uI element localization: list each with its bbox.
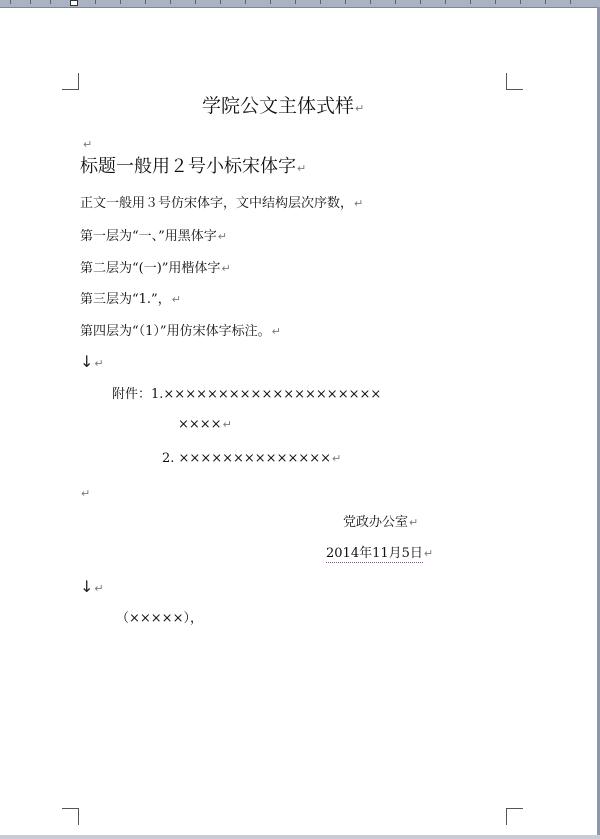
ruler-tick: [145, 0, 146, 4]
signature-text: 党政办公室: [343, 515, 409, 530]
paragraph-mark-icon: ↵: [355, 102, 365, 115]
ruler-tick: [30, 0, 31, 4]
empty-paragraph[interactable]: [82, 135, 92, 151]
heading-text: 标题一般用２号小标宋体字: [80, 156, 296, 177]
ruler-tick: [495, 0, 496, 4]
ruler-tick: [220, 0, 221, 4]
ruler-tick: [470, 0, 471, 4]
crop-mark-bottom-left: [62, 808, 79, 825]
attachment-item-1-continued[interactable]: [178, 418, 232, 431]
crop-mark-bottom-right: [506, 808, 523, 825]
attachment-1-continued-text: ××××: [178, 417, 222, 432]
paragraph-mark-icon: ↵: [271, 325, 281, 338]
body-paragraph-text: 第二层为“(一)”用楷体字: [80, 261, 221, 276]
paragraph-mark-icon: ↵: [217, 230, 228, 243]
ruler-tick: [50, 0, 51, 4]
paragraph-mark-icon: ↵: [171, 293, 181, 306]
signature-line[interactable]: [343, 516, 418, 529]
attachment-2-text: 2. ××××××××××××××: [162, 451, 332, 466]
ruler-tick: [270, 0, 271, 4]
paragraph-mark-icon: ↵: [81, 487, 91, 500]
document-heading[interactable]: [80, 158, 306, 176]
indent-marker[interactable]: [70, 0, 78, 6]
body-paragraph[interactable]: [80, 262, 231, 275]
body-paragraph-text: 第一层为“一、”用黑体字: [80, 229, 217, 244]
ruler-tick: [10, 0, 11, 4]
line-break-icon: ↓: [80, 577, 94, 596]
ruler-tick: [345, 0, 346, 4]
ruler-tick: [370, 0, 371, 4]
ruler-tick: [545, 0, 546, 4]
line-break-icon: ↓: [80, 352, 94, 371]
ruler-tick: [320, 0, 321, 4]
paragraph-mark-icon: ↵: [221, 262, 231, 275]
document-title-text: 学院公文主体式样: [202, 95, 355, 117]
crop-mark-top-left: [62, 73, 79, 90]
ruler-tick: [195, 0, 196, 4]
footer-note-text: （×××××），: [116, 611, 203, 626]
footer-note[interactable]: [116, 612, 203, 625]
horizontal-ruler[interactable]: [0, 0, 600, 8]
paragraph-mark-icon: ↵: [94, 582, 104, 595]
date-line[interactable]: [326, 547, 433, 560]
manual-line-break[interactable]: [80, 579, 104, 595]
body-paragraph[interactable]: [80, 197, 363, 210]
ruler-tick: [95, 0, 96, 4]
attachment-item-2[interactable]: [162, 452, 341, 465]
attachment-label: 附件：: [112, 387, 152, 402]
paragraph-mark-icon: ↵: [332, 452, 342, 465]
paragraph-mark-icon: ↵: [423, 547, 434, 560]
attachment-1-text: 1.××××××××××××××××××××: [151, 387, 382, 402]
ruler-tick: [445, 0, 446, 4]
crop-mark-top-right: [506, 73, 523, 90]
body-paragraph-text: 第三层为“1.”，: [80, 292, 171, 307]
body-paragraph-text: 第四层为“（1）”用仿宋体字标注。: [80, 324, 271, 339]
body-paragraph[interactable]: [80, 325, 281, 338]
paragraph-mark-icon: ↵: [94, 357, 104, 370]
body-paragraph[interactable]: [80, 230, 227, 243]
ruler-tick: [170, 0, 171, 4]
ruler-tick: [395, 0, 396, 4]
ruler-tick: [520, 0, 521, 4]
attachment-item-1[interactable]: [112, 388, 381, 401]
paragraph-mark-icon: ↵: [222, 418, 232, 431]
manual-line-break[interactable]: [80, 354, 104, 370]
paragraph-mark-icon: ↵: [354, 197, 364, 210]
ruler-tick: [420, 0, 421, 4]
paragraph-mark-icon: ↵: [297, 162, 307, 175]
body-paragraph-text: 正文一般用３号仿宋体字，文中结构层次序数，: [80, 196, 354, 211]
ruler-tick: [120, 0, 121, 4]
empty-paragraph[interactable]: [80, 484, 90, 500]
document-title[interactable]: [202, 97, 364, 116]
ruler-tick: [295, 0, 296, 4]
ruler-tick: [570, 0, 571, 4]
status-bar-edge: [0, 835, 600, 839]
body-paragraph[interactable]: [80, 293, 181, 306]
paragraph-mark-icon: ↵: [409, 516, 419, 529]
date-text: 2014年11月5日: [326, 546, 423, 561]
paragraph-mark-icon: ↵: [83, 138, 93, 151]
ruler-tick: [245, 0, 246, 4]
